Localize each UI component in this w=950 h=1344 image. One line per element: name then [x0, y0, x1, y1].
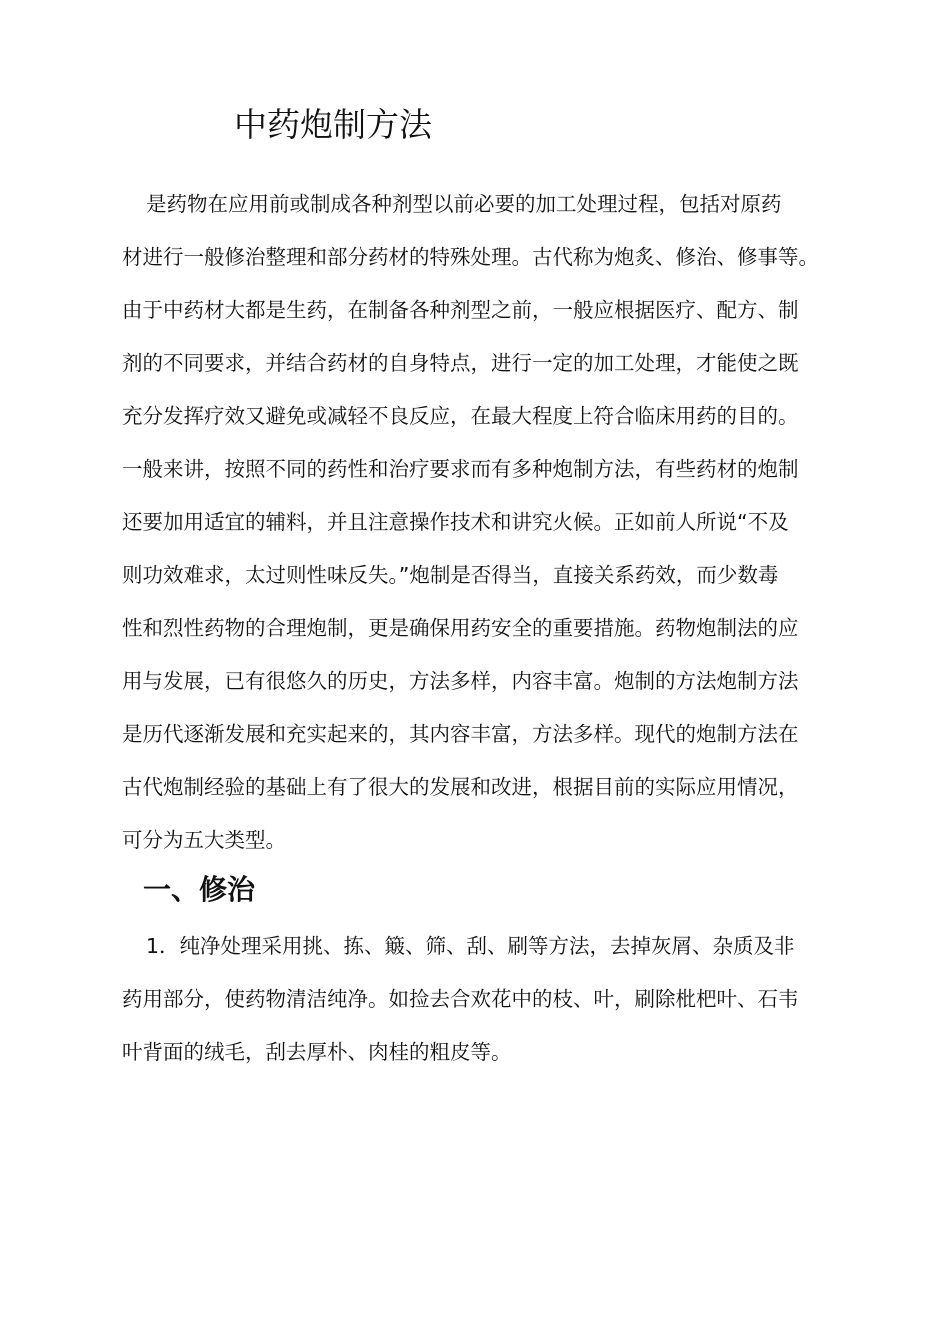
section-line: 药用部分，使药物清洁纯净。如捡去合欢花中的枝、叶，刷除枇杷叶、石韦: [122, 987, 799, 1011]
intro-line: 充分发挥疗效又避免或减轻不良反应，在最大程度上符合临床用药的目的。: [122, 404, 799, 428]
section-line: 叶背面的绒毛，刮去厚朴、肉桂的粗皮等。: [122, 1040, 512, 1064]
intro-line: 用与发展，已有很悠久的历史，方法多样，内容丰富。炮制的方法炮制方法: [122, 669, 799, 693]
intro-line: 则功效难求，太过则性味反失。”炮制是否得当，直接关系药效，而少数毒: [122, 563, 779, 587]
intro-line: 古代炮制经验的基础上有了很大的发展和改进，根据目前的实际应用情况，: [122, 775, 799, 799]
section-heading: 一、修治: [143, 873, 256, 906]
intro-line: 可分为五大类型。: [122, 828, 286, 852]
intro-line: 一般来讲，按照不同的药性和治疗要求而有多种炮制方法，有些药材的炮制: [122, 457, 799, 481]
intro-line: 由于中药材大都是生药，在制备各种剂型之前，一般应根据医疗、配方、制: [122, 298, 799, 322]
intro-line: 是历代逐渐发展和充实起来的，其内容丰富，方法多样。现代的炮制方法在: [122, 722, 799, 746]
intro-line: 是药物在应用前或制成各种剂型以前必要的加工处理过程，包括对原药: [146, 192, 782, 216]
intro-line: 剂的不同要求，并结合药材的自身特点，进行一定的加工处理，才能使之既: [122, 351, 799, 375]
section-line: 1．纯净处理采用挑、拣、簸、筛、刮、刷等方法，去掉灰屑、杂质及非: [146, 934, 795, 958]
intro-line: 材进行一般修治整理和部分药材的特殊处理。古代称为炮炙、修治、修事等。: [122, 245, 819, 269]
intro-line: 性和烈性药物的合理炮制，更是确保用药安全的重要措施。药物炮制法的应: [122, 616, 799, 640]
intro-line: 还要加用适宜的辅料，并且注意操作技术和讲究火候。正如前人所说“不及: [122, 510, 789, 534]
page-title: 中药炮制方法: [234, 105, 432, 144]
